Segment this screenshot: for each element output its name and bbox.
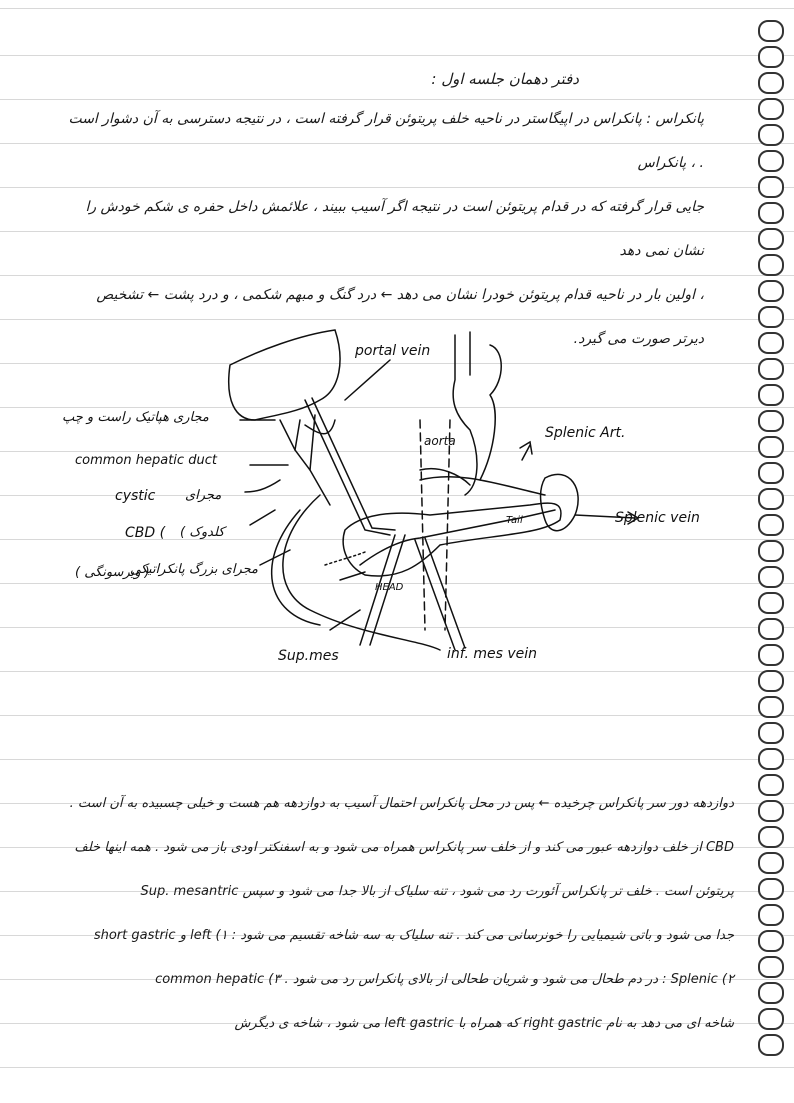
label-cbd-fa: کلدوک ) (180, 525, 225, 540)
text-line: پریتوئن است . خلف تر پانکراس آئورت رد می شود ، تنه سلیاک از بالا جدا می شود و سپس Sup. mesantric (140, 884, 734, 899)
label-cystic-fa: مجرای (185, 488, 222, 503)
binding-ring (758, 436, 784, 458)
binding-ring (758, 332, 784, 354)
label-pancreatic-duct: مجرای بزرگ پانکراتیکی (130, 562, 259, 577)
binding-ring (758, 1034, 784, 1056)
binding-ring (758, 722, 784, 744)
binding-ring (758, 800, 784, 822)
text-line: دیرتر صورت می گیرد. (573, 331, 704, 347)
binding-ring (758, 98, 784, 120)
binding-ring (758, 748, 784, 770)
label-hepatic-duct-fa: مجاری هپاتیک راست و چپ (62, 410, 209, 425)
binding-ring (758, 670, 784, 692)
binding-ring (758, 618, 784, 640)
binding-ring (758, 1008, 784, 1030)
binding-ring (758, 696, 784, 718)
binding-ring (758, 124, 784, 146)
binding-ring (758, 254, 784, 276)
binding-ring (758, 150, 784, 172)
binding-ring (758, 930, 784, 952)
binding-ring (758, 566, 784, 588)
binding-ring (758, 72, 784, 94)
binding-ring (758, 462, 784, 484)
label-common-hepatic-duct: common hepatic duct (75, 453, 217, 468)
label-cbd: CBD ( (125, 525, 166, 541)
text-line: جدا می شود و باتی شیمیایی را خونرسانی می کند . تنه سلیاک به سه شاخه تقسیم می شود : ۱) left و short gastric (93, 928, 734, 943)
binding-ring (758, 176, 784, 198)
binding-ring (758, 644, 784, 666)
binding-ring (758, 20, 784, 42)
text-line: ۲) Splenic : در دم طحال می شود و شریان طحالی از بالای پانکراس رد می شود . ۳) common hepatic (155, 972, 734, 987)
binding-ring (758, 306, 784, 328)
binding-ring (758, 514, 784, 536)
binding-ring (758, 878, 784, 900)
label-aorta: aorta (424, 434, 456, 448)
text-line: CBD از خلف دوازدهه عبور می کند و از خلف سر پانکراس همراه می شود و به اسفنکتر اودی باز می شود . همه اینها خلف (74, 840, 734, 855)
binding-ring (758, 904, 784, 926)
text-line: شاخه ای می دهد به نام right gastric که همراه با left gastric می شود ، شاخه ی دیگرش (234, 1016, 734, 1031)
label-head: HEAD (375, 582, 404, 593)
binding-ring (758, 592, 784, 614)
spiral-binding (758, 20, 786, 1080)
binding-ring (758, 358, 784, 380)
label-inf-mes-vein: inf. mes vein (447, 646, 538, 662)
binding-ring (758, 852, 784, 874)
binding-ring (758, 46, 784, 68)
binding-ring (758, 410, 784, 432)
label-splenic-artery: Splenic Art. (545, 425, 626, 441)
binding-ring (758, 488, 784, 510)
binding-ring (758, 384, 784, 406)
text-line: ، اولین بار در ناحیه قدام پریتوئن خودرا نشان می دهد ← درد گنگ و مبهم شکمی ، و درد پشت ← تشخیص (96, 287, 704, 303)
text-line: پانکراس : پانکراس در اپیگاستر در ناحیه خلف پریتوئن قرار گرفته است ، در نتیجه دسترسی به آن دشوار است . ، پانکراس (68, 111, 704, 171)
pancreas-sketch (343, 503, 561, 576)
binding-ring (758, 280, 784, 302)
binding-ring (758, 540, 784, 562)
text-line: دوازدهه دور سر پانکراس چرخیده ← پس در محل پانکراس احتمال آسیب به دوازدهه هم هست و خیلی چسبیده به آن است . (69, 796, 734, 811)
label-wirsung: ( ویرسونگی ) (75, 565, 150, 580)
label-cystic: cystic (115, 488, 156, 504)
binding-ring (758, 774, 784, 796)
text-line: جایی قرار گرفته که در قدام پریتوئن است در نتیجه اگر آسیب ببیند ، علائمش داخل حفره ی شکم خودش را نشان نمی دهد (85, 199, 704, 259)
binding-ring (758, 826, 784, 848)
liver-sketch (229, 330, 340, 420)
binding-ring (758, 956, 784, 978)
binding-ring (758, 228, 784, 250)
bottom-paragraph (54, 782, 734, 1046)
label-tail: Tail (506, 515, 523, 526)
binding-ring (758, 982, 784, 1004)
binding-ring (758, 202, 784, 224)
label-splenic-vein: Splenic vein (615, 510, 700, 526)
page-heading: دفتر دهمان جلسه اول : (431, 70, 579, 88)
label-portal-vein: portal vein (355, 343, 431, 359)
label-sup-mes: Sup.mes (278, 648, 339, 664)
